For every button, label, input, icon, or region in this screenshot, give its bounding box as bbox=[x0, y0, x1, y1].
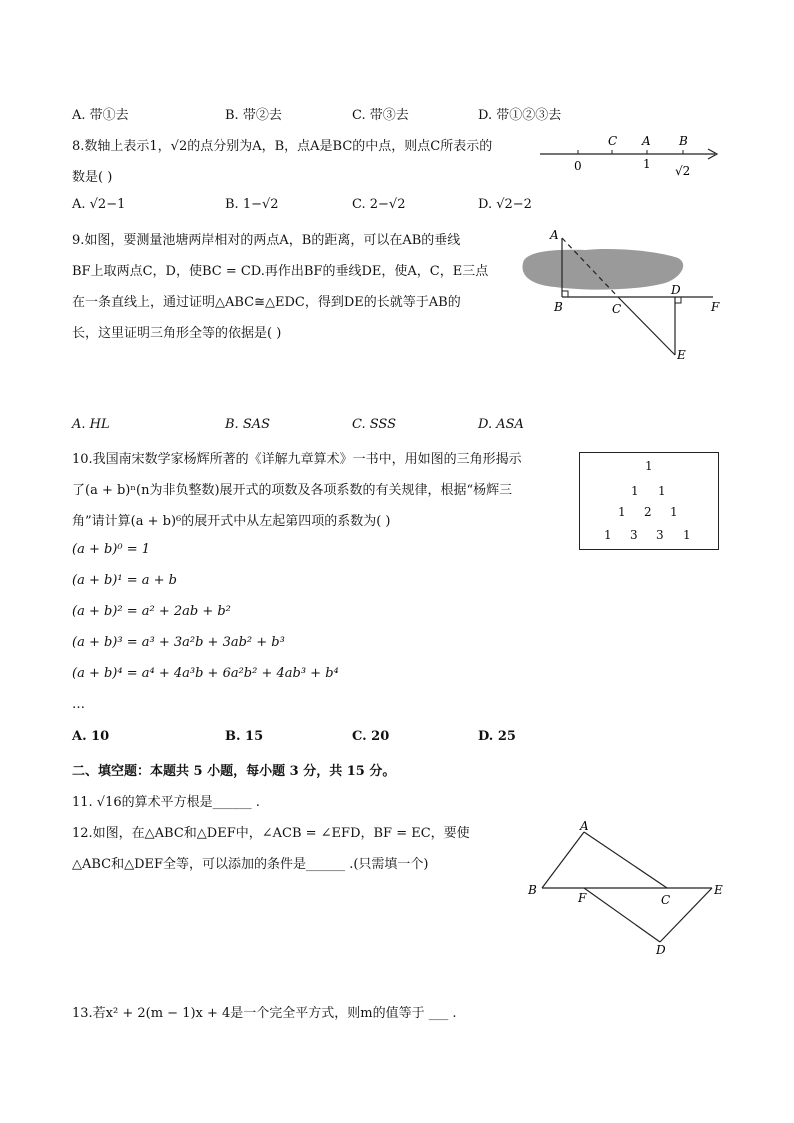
tick-label-sqrt2: √2 bbox=[675, 164, 691, 178]
label-e: E bbox=[677, 348, 686, 362]
label-b: B bbox=[528, 883, 537, 897]
label-d: D bbox=[671, 283, 681, 297]
q8-option-d: D. √2−2 bbox=[478, 197, 532, 212]
segment-ac bbox=[584, 832, 667, 888]
q12-stem-line1: 12.如图，在△ABC和△DEF中，∠ACB = ∠EFD，BF = EC，要使 bbox=[72, 826, 470, 841]
triangle-row3-num1: 1 bbox=[618, 505, 626, 519]
section-heading: 二、填空题：本题共 5 小题，每小题 3 分，共 15 分。 bbox=[72, 764, 396, 779]
label-f: F bbox=[711, 300, 720, 314]
segment-ba bbox=[542, 832, 584, 888]
triangle-row3-num3: 1 bbox=[670, 505, 678, 519]
q9-stem-line1: 9.如图，要测量池塘两岸相对的两点A，B的距离，可以在AB的垂线 bbox=[72, 233, 461, 248]
q7-option-d: D. 带①②③去 bbox=[478, 108, 562, 123]
label-d: D bbox=[656, 943, 666, 957]
q12-stem-line2: △ABC和△DEF全等，可以添加的条件是______ .(只需填一个) bbox=[72, 857, 429, 872]
q9-pond-figure bbox=[515, 225, 725, 365]
q10-stem-line1: 10.我国南宋数学家杨辉所著的《详解九章算术》一书中，用如图的三角形揭示 bbox=[72, 452, 522, 467]
q9-stem-line2: BF上取两点C，D，使BC = CD.再作出BF的垂线DE，使A，C，E三点 bbox=[72, 264, 489, 279]
triangle-row4-num1: 1 bbox=[604, 528, 612, 542]
q10-option-c: C. 20 bbox=[352, 729, 390, 744]
expansion-ellipsis: … bbox=[72, 697, 85, 712]
triangle-row4-num2: 3 bbox=[630, 528, 638, 542]
q7-option-c: C. 带③去 bbox=[352, 108, 409, 123]
q8-number-line-figure bbox=[535, 128, 725, 180]
tick-label-1: 1 bbox=[643, 157, 651, 171]
q10-option-b: B. 15 bbox=[225, 729, 264, 744]
label-c: C bbox=[608, 134, 618, 148]
q13-stem: 13.若x² + 2(m − 1)x + 4是一个完全平方式，则m的值等于 ___ . bbox=[72, 1006, 457, 1021]
expansion-3: (a + b)³ = a³ + 3a²b + 3ab² + b³ bbox=[72, 635, 285, 650]
q9-stem-line3: 在一条直线上，通过证明△ABC≅△EDC，得到DE的长就等于AB的 bbox=[72, 295, 461, 310]
triangle-row2-num2: 1 bbox=[658, 484, 666, 498]
label-e: E bbox=[714, 883, 723, 897]
label-a: A bbox=[550, 228, 559, 242]
q10-option-a: A. 10 bbox=[72, 729, 110, 744]
q10-option-d: D. 25 bbox=[478, 729, 516, 744]
triangle-row3-num2: 2 bbox=[644, 505, 652, 519]
label-c: C bbox=[661, 893, 671, 907]
triangle-row4-num3: 3 bbox=[656, 528, 664, 542]
segment-ce bbox=[618, 297, 675, 355]
expansion-1: (a + b)¹ = a + b bbox=[72, 573, 177, 588]
q9-option-d: D. ASA bbox=[478, 417, 524, 432]
right-angle-d bbox=[675, 297, 681, 303]
label-a: A bbox=[580, 820, 589, 833]
triangle-row1-num1: 1 bbox=[645, 459, 653, 473]
yang-hui-triangle-box bbox=[579, 452, 719, 550]
label-b: B bbox=[679, 134, 688, 148]
triangle-row2-num1: 1 bbox=[631, 484, 639, 498]
q7-option-a: A. 带①去 bbox=[72, 108, 129, 123]
q8-option-b: B. 1−√2 bbox=[225, 197, 279, 212]
q12-triangles-figure bbox=[522, 820, 732, 960]
q9-stem-line4: 长，这里证明三角形全等的依据是( ) bbox=[72, 326, 282, 341]
label-c: C bbox=[612, 302, 622, 316]
q8-stem-line1: 8.数轴上表示1，√2的点分别为A，B，点A是BC的中点，则点C所表示的 bbox=[72, 139, 493, 154]
label-a: A bbox=[642, 134, 651, 148]
expansion-2: (a + b)² = a² + 2ab + b² bbox=[72, 604, 231, 619]
expansion-4: (a + b)⁴ = a⁴ + 4a³b + 6a²b² + 4ab³ + b⁴ bbox=[72, 666, 339, 681]
expansion-0: (a + b)⁰ = 1 bbox=[72, 542, 151, 557]
triangle-row4-num4: 1 bbox=[683, 528, 691, 542]
q8-option-a: A. √2−1 bbox=[72, 197, 126, 212]
q11-stem: 11. √16的算术平方根是______ . bbox=[72, 795, 260, 810]
right-angle-b bbox=[562, 291, 568, 297]
tick-label-0: 0 bbox=[574, 159, 582, 173]
q10-stem-line3: 角”请计算(a + b)⁶的展开式中从左起第四项的系数为( ) bbox=[72, 514, 391, 529]
q9-option-b: B. SAS bbox=[225, 417, 271, 432]
q9-option-a: A. HL bbox=[72, 417, 110, 432]
q8-option-c: C. 2−√2 bbox=[352, 197, 406, 212]
label-f: F bbox=[578, 891, 587, 905]
q10-stem-line2: 了(a + b)ⁿ(n为非负整数)展开式的项数及各项系数的有关规律，根据“杨辉三 bbox=[72, 483, 513, 498]
q8-stem-line2: 数是( ) bbox=[72, 170, 113, 185]
q9-option-c: C. SSS bbox=[352, 417, 397, 432]
segment-fd bbox=[584, 888, 660, 942]
label-b: B bbox=[554, 300, 563, 314]
pond-shape bbox=[522, 249, 683, 290]
q7-option-b: B. 带②去 bbox=[225, 108, 282, 123]
